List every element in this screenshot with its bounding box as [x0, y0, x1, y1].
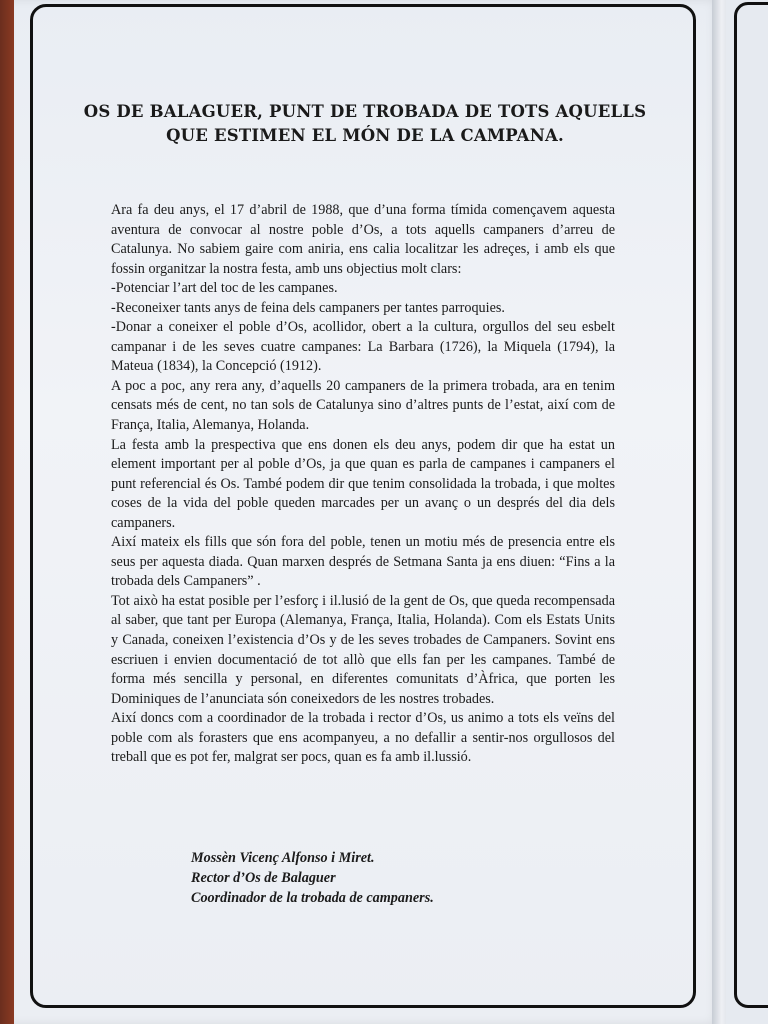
page-title: OS DE BALAGUER, PUNT DE TROBADA DE TOTS AQUELLS QUE ESTIMEN EL MÓN DE LA CAMPANA. — [83, 102, 647, 145]
paragraph: -Potenciar l’art del toc de les campanes. — [111, 280, 338, 297]
paragraph: Ara fa deu anys, el 17 d’abril de 1988, que d’una forma tímida començavem aquesta aventura de convocar al nostre poble d’Os, a tots aquells campaners d’arreu de Catalunya. No sabiem gaire com aniria, ens calia localitzar les adreçes, i amb els que fossin organitzar la nostra festa, amb uns objectius molt clars: — [111, 202, 615, 277]
paragraph: Així doncs com a coordinador de la trobada i rector d’Os, us animo a tots els veïns del poble com als forasters que ens acompanyeu, a no defallir a sentir-nos orgullosos del treball que es pot fer, malgrat ser pocs, quan es fa amb il.lussió. — [111, 710, 615, 766]
signature-role: Rector d’Os de Balaguer — [191, 870, 336, 886]
paragraph: La festa amb la prespectiva que ens donen els deu anys, podem dir que ha estat un element important per al poble d’Os, ja que quan es parla de campanes i campaners el punt referencial és Os. També podem dir que tenim consolidada la trobada, i que moltes coses de la vida del poble queden marcades per un avanç o un després del dia dels campaners. — [111, 436, 615, 531]
body-text — [111, 201, 615, 768]
signature-name: Mossèn Vicenç Alfonso i Miret. — [191, 850, 375, 866]
signature-block — [191, 848, 611, 908]
right-page-frame — [734, 2, 768, 1008]
paragraph: A poc a poc, any rera any, d’aquells 20 campaners de la primera trobada, ara en tenim censats més de cent, no tan sols de Catalunya sino d’altres punts de l’estat, així com de França, Italia, Alemanya, Holanda. — [111, 377, 615, 434]
paragraph: -Donar a coneixer el poble d’Os, acollidor, obert a la cultura, orgullos del seu esbelt campanar i de les seves cuatre campanes: La Barbara (1726), la Miquela (1794), la Mateua (1834), la Concepció (1912). — [111, 319, 615, 375]
paragraph: -Reconeixer tants anys de feina dels campaners per tantes parroquies. — [111, 299, 505, 316]
paragraph: Així mateix els fills que són fora del poble, tenen un motiu més de presencia entre els seus per aquesta diada. Quan marxen després de Setmana Santa ja ens diuen: “Fins a la trobada dels Campaners” . — [111, 534, 615, 590]
paragraph: Tot això ha estat posible per l’esforç i il.lusió de la gent de Os, que queda recompensada al saber, que tant per Europa (Alemanya, França, Italia, Holanda). Com els Estats Units y Canada, coneixen l’existencia d’Os y de les seves trobades de Campaners. Sovint ens escriuen i envien documentació de tot allò que ells fan per les campanes. També de forma més sencilla y personal, en diferentes comunitats d’Àfrica, que porten les Dominiques de l’anunciata són coneixedors de les nostres trobades. — [111, 592, 615, 707]
signature-role: Coordinador de la trobada de campaners. — [191, 890, 434, 906]
